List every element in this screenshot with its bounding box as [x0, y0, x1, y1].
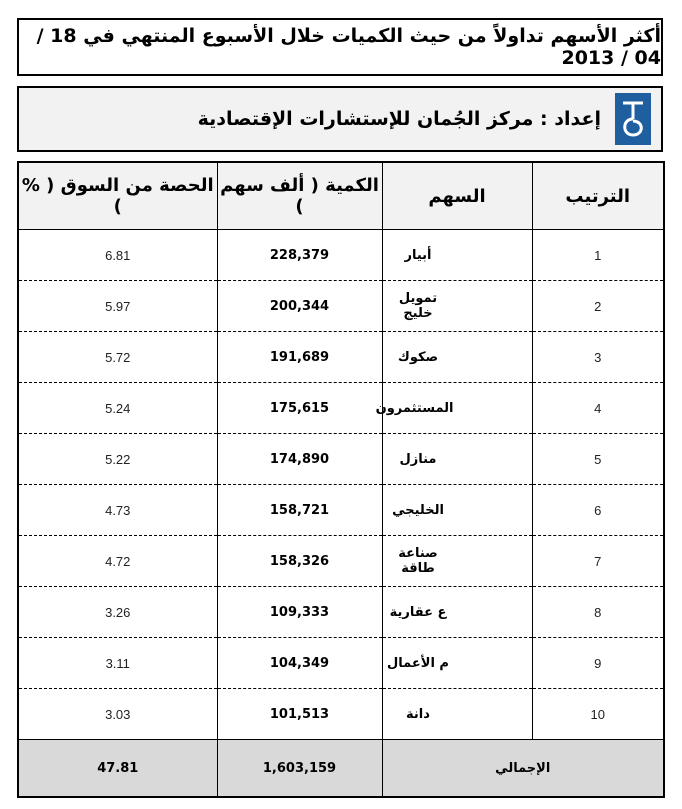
table-row — [18, 230, 664, 281]
stock-cell — [382, 281, 532, 332]
stock-cell — [375, 383, 532, 434]
header-share: الحصة من السوق ( % ) — [18, 162, 217, 230]
total-label: الإجمالي — [382, 740, 664, 798]
share-cell: 5.72 — [18, 332, 217, 383]
table-row — [18, 689, 664, 740]
stock-cell — [382, 332, 532, 383]
table-row — [18, 536, 664, 587]
stock-name: ع عقارية — [389, 604, 447, 620]
table-row — [18, 332, 664, 383]
stock-name: المستثمرون — [375, 400, 454, 416]
rank-cell: 4 — [532, 383, 664, 434]
stock-cell — [382, 485, 532, 536]
rank-cell: 9 — [532, 638, 664, 689]
stock-cell — [382, 689, 532, 740]
table-row — [18, 587, 664, 638]
quantity-cell: 158,326 — [217, 536, 382, 587]
table-row — [18, 434, 664, 485]
quantity-cell: 109,333 — [217, 587, 382, 638]
quantity-cell: 158,721 — [217, 485, 382, 536]
table-row — [18, 383, 664, 434]
quantity-cell: 200,344 — [217, 281, 382, 332]
share-cell: 6.81 — [18, 230, 217, 281]
quantity-cell: 104,349 — [217, 638, 382, 689]
stock-cell — [382, 434, 532, 485]
stock-name: صكوك — [397, 349, 439, 365]
share-cell: 4.73 — [18, 485, 217, 536]
total-row — [18, 740, 664, 798]
share-cell: 5.24 — [18, 383, 217, 434]
stock-name: صناعة طاقة — [398, 546, 438, 576]
quantity-cell: 228,379 — [217, 230, 382, 281]
stock-name: دانة — [406, 706, 430, 722]
header-quantity: الكمية ( ألف سهم ) — [217, 162, 382, 230]
stock-name: أبيار — [404, 247, 432, 263]
rank-cell: 8 — [532, 587, 664, 638]
stock-cell — [382, 536, 532, 587]
table-row — [18, 638, 664, 689]
share-cell: 3.26 — [18, 587, 217, 638]
page-title-text: أكثر الأسهم تداولاً من حيث الكميات خلال الأسبوع المنتهي في 18 / 04 / 2013 — [36, 25, 661, 69]
rank-cell: 1 — [532, 230, 664, 281]
share-cell: 3.11 — [18, 638, 217, 689]
rank-cell: 5 — [532, 434, 664, 485]
quantity-cell: 101,513 — [217, 689, 382, 740]
jumana-logo-icon — [615, 93, 651, 145]
stock-name: منازل — [399, 451, 437, 467]
quantity-cell: 191,689 — [217, 332, 382, 383]
page-title — [17, 18, 663, 76]
prepared-by-text: إعداد : مركز الجُمان للإستشارات الإقتصادية — [197, 108, 601, 130]
rank-cell: 2 — [532, 281, 664, 332]
stock-name: الخليجي — [392, 502, 444, 518]
quantity-cell: 174,890 — [217, 434, 382, 485]
stock-cell — [382, 230, 532, 281]
rank-cell: 3 — [532, 332, 664, 383]
stock-cell — [382, 638, 532, 689]
header-stock: السهم — [382, 162, 532, 230]
quantity-cell: 175,615 — [217, 383, 382, 434]
stock-name: م الأعمال — [387, 655, 449, 671]
most-traded-table — [17, 161, 665, 798]
source-header — [17, 86, 663, 152]
rank-cell: 7 — [532, 536, 664, 587]
share-cell: 5.97 — [18, 281, 217, 332]
table-row — [18, 485, 664, 536]
table-header-row — [18, 162, 664, 230]
table-row — [18, 281, 664, 332]
total-quantity: 1,603,159 — [217, 740, 382, 798]
share-cell: 4.72 — [18, 536, 217, 587]
rank-cell: 10 — [532, 689, 664, 740]
share-cell: 3.03 — [18, 689, 217, 740]
total-share: 47.81 — [18, 740, 217, 798]
share-cell: 5.22 — [18, 434, 217, 485]
rank-cell: 6 — [532, 485, 664, 536]
header-rank: الترتيب — [532, 162, 664, 230]
stock-name: تمويل خليج — [398, 291, 438, 321]
stock-cell — [382, 587, 532, 638]
